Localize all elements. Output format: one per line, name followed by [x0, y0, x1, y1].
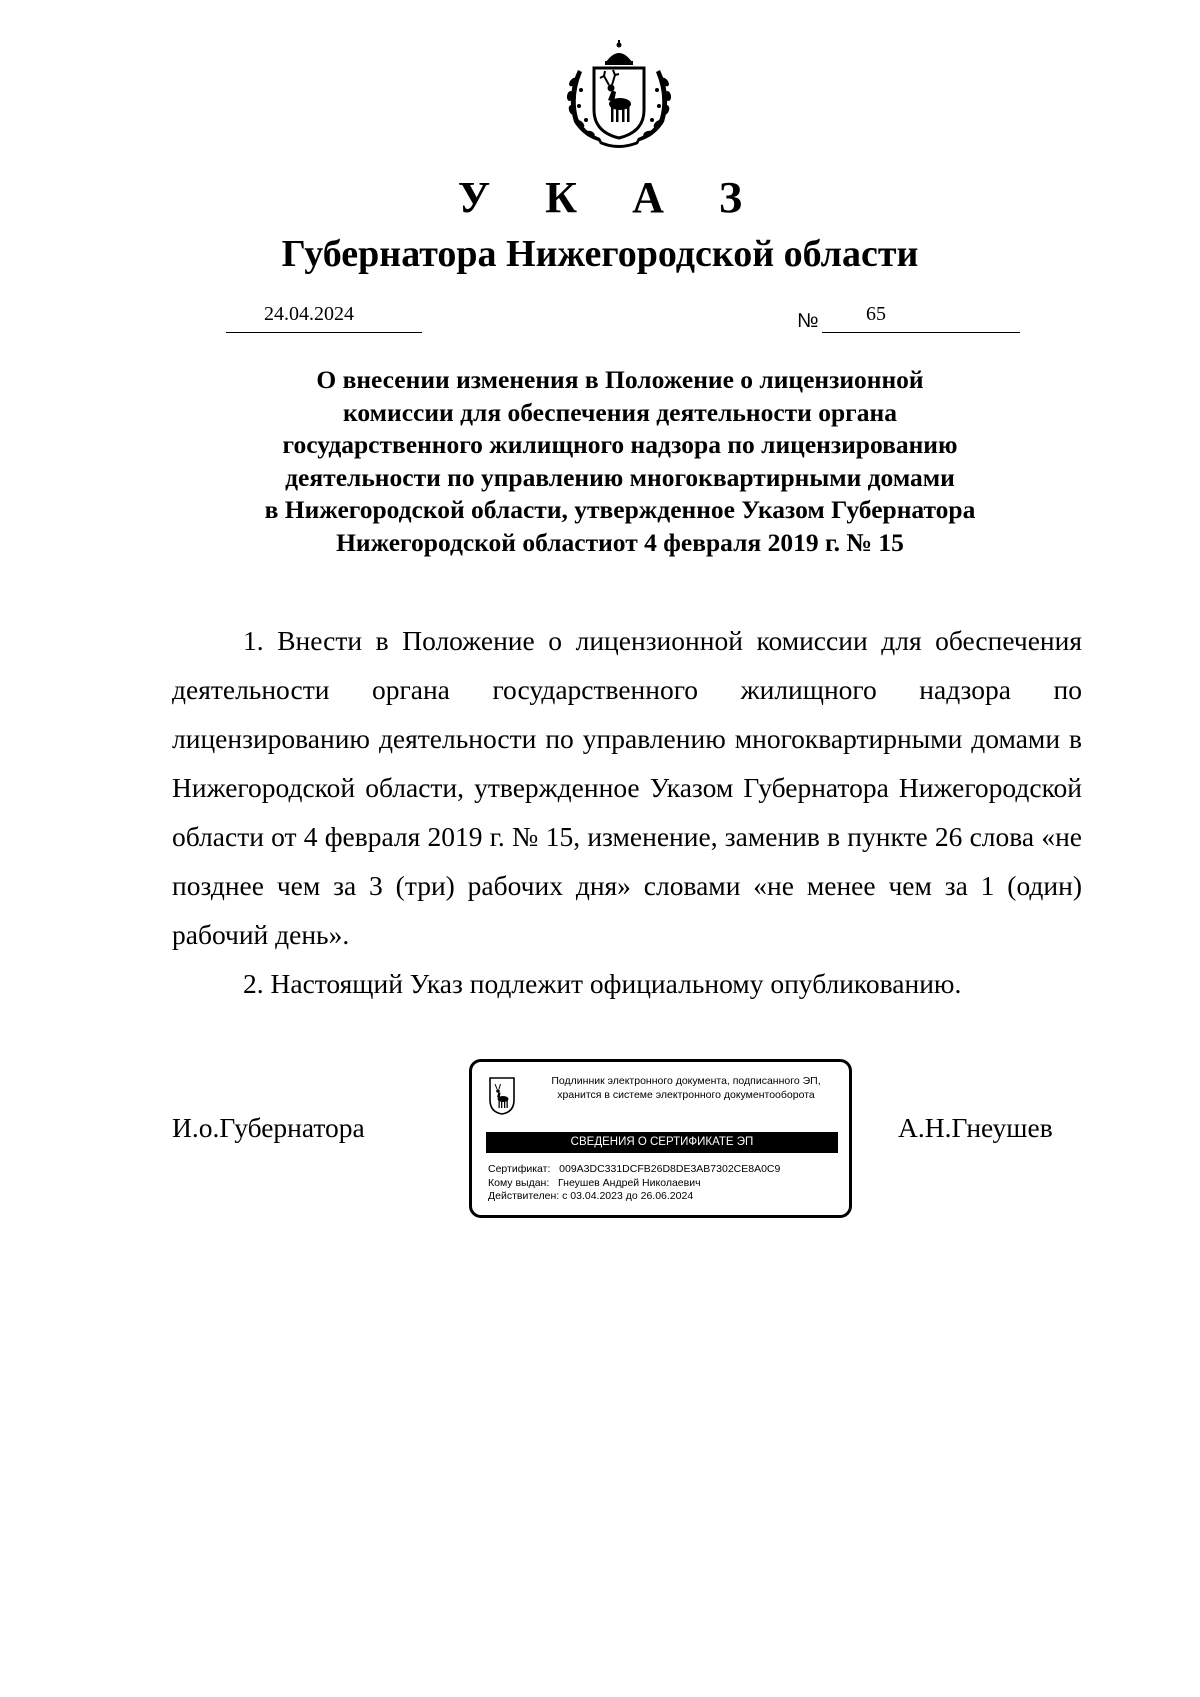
certificate-value: 009A3DC331DCFB26D8DE3AB7302CE8A0C9 [559, 1163, 781, 1175]
issued-to-value: Гнеушев Андрей Николаевич [558, 1176, 701, 1189]
shield-icon [594, 68, 644, 138]
body-paragraph-2: 2. Настоящий Указ подлежит официальному опубликованию. [243, 968, 962, 999]
document-body [172, 616, 1082, 1008]
crown-icon [605, 40, 633, 65]
heading-line: в Нижегородской области, утвержденное Указом Губернатора [264, 495, 976, 524]
heading-line: Нижегородской областиот 4 февраля 2019 г. № 15 [336, 527, 904, 557]
document-date: 24.04.2024 [264, 303, 354, 325]
number-field [822, 300, 1020, 333]
certificate-label: Сертификат: [488, 1163, 551, 1175]
stamp-header-line: хранится в системе электронного документооборота [557, 1089, 815, 1101]
stamp-shield-icon [488, 1076, 516, 1116]
stamp-certificate-details [488, 1163, 780, 1204]
body-paragraph-1: 1. Внести в Положение о лицензионной комиссии для обеспечения деятельности органа государственного жилищного надзора по лицензированию деятельности по управлению многоквартирными домами в Нижегородской области, утвержденное Указом Губернатора Нижегородской области от 4 февраля 2019 г. № 15, изменение, заменив в пункте 26 слова «не позднее чем за 3 (три) рабочих дня» словами «не менее чем за 1 (один) рабочий день». [172, 625, 1082, 950]
heading-line: О внесении изменения в Положение о лицензионной [316, 365, 924, 394]
certificate-row [488, 1163, 780, 1177]
issued-to-label: Кому выдан: [488, 1176, 550, 1189]
coat-of-arms-icon [560, 40, 678, 148]
stamp-header-line: Подлинник электронного документа, подписанного ЭП, [551, 1075, 821, 1087]
number-sign: № [797, 310, 819, 332]
stamp-header [526, 1074, 846, 1102]
document-number: 65 [866, 303, 886, 325]
heading-line: деятельности по управлению многоквартирными домами [285, 462, 955, 492]
document-heading [160, 364, 1080, 559]
document-type-title: У К А З [457, 173, 765, 222]
date-field [226, 300, 422, 333]
signatory-name: А.Н.Гнеушев [898, 1112, 1053, 1143]
e-signature-stamp [469, 1059, 852, 1218]
issued-to-row [488, 1177, 780, 1191]
heading-line: государственного жилищного надзора по лицензированию [282, 430, 958, 459]
signatory-position: И.о.Губернатора [172, 1112, 365, 1143]
issuing-authority-title: Губернатора Нижегородской области [281, 233, 919, 275]
validity-row: Действителен: с 03.04.2023 до 26.06.2024 [488, 1190, 694, 1202]
stamp-certificate-title: СВЕДЕНИЯ О СЕРТИФИКАТЕ ЭП [486, 1132, 838, 1153]
heading-line: комиссии для обеспечения деятельности органа [343, 397, 897, 427]
